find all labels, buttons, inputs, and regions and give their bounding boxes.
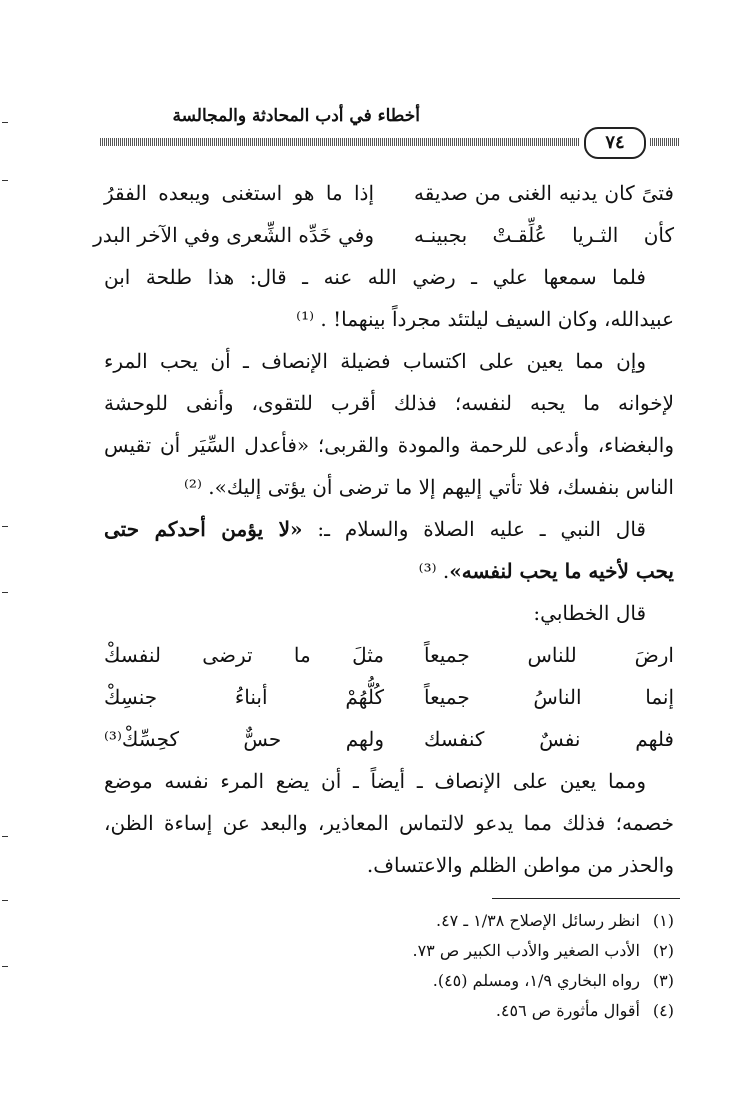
paragraph-line: عبيدالله، وكان السيف ليلتئد مجرداً بينهما! . ⁽¹⁾ bbox=[296, 307, 674, 331]
footnote bbox=[104, 996, 674, 1026]
hemistich-first: إنما الناسُ جميعاً bbox=[424, 685, 674, 709]
text-run: قال النبي ـ عليه الصلاة والسلام ـ: bbox=[302, 517, 646, 541]
hadith-quote: يحب لأخيه ما يحب لنفسه» bbox=[449, 559, 674, 583]
footnote-number: (٤) bbox=[652, 1001, 674, 1020]
margin-mark bbox=[2, 966, 8, 967]
paragraph-line: قال الخطابي: bbox=[533, 601, 646, 625]
text-run: . ⁽³⁾ bbox=[418, 559, 450, 583]
footnote-text: أقوال مأثورة ص ٤٥٦. bbox=[495, 1001, 640, 1020]
paragraph-line: والبغضاء، وأدعى للرحمة والمودة والقربى؛ «فأعدل السِّيَر أن تقيس bbox=[104, 433, 674, 457]
footnote-number: (١) bbox=[652, 911, 674, 930]
paragraph-line bbox=[104, 550, 674, 592]
footnote-number: (٣) bbox=[652, 971, 674, 990]
footnote-rule bbox=[492, 898, 680, 899]
footnotes bbox=[104, 906, 674, 1026]
margin-mark bbox=[2, 526, 8, 527]
verse-line bbox=[104, 172, 674, 214]
hemistich-second: كُلُّهُمْ أبناءُ جنسِكْ bbox=[104, 685, 384, 709]
paragraph-line: فلما سمعها علي ـ رضي الله عنه ـ قال: هذا طلحة ابن bbox=[104, 265, 646, 289]
page-number: ٧٤ bbox=[584, 127, 646, 159]
body-text bbox=[93, 172, 674, 886]
paragraph-line: الناس بنفسك، فلا تأتي إليهم إلا ما ترضى أن يؤتى إليك». ⁽²⁾ bbox=[183, 475, 674, 499]
margin-mark bbox=[2, 180, 8, 181]
footnote-text: رواه البخاري ١/٩، ومسلم (٤٥). bbox=[432, 971, 640, 990]
page-header bbox=[100, 100, 680, 160]
margin-mark bbox=[2, 592, 8, 593]
margin-mark bbox=[2, 122, 8, 123]
paragraph-line: لإخوانه ما يحبه لنفسه؛ فذلك أقرب للتقوى، وأنفى للوحشة bbox=[104, 391, 674, 415]
hadith-quote: «لا يؤمن أحدكم حتى bbox=[104, 517, 303, 541]
hemistich-second: ولهم حسٌّ كحِسِّكْ⁽³⁾ bbox=[104, 727, 384, 751]
margin-mark bbox=[2, 836, 8, 837]
margin-mark bbox=[2, 900, 8, 901]
hemistich-first: كأن الثـريا عُلِّقـتْ بجبينـه bbox=[414, 223, 674, 247]
paragraph-line: وإن مما يعين على اكتساب فضيلة الإنصاف ـ أن يحب المرء bbox=[104, 349, 646, 373]
running-title: أخطاء في أدب المحادثة والمجالسة bbox=[172, 106, 420, 126]
hemistich-second: مثلَ ما ترضى لنفسكْ bbox=[104, 643, 384, 667]
footnote-text: الأدب الصغير والأدب الكبير ص ٧٣. bbox=[412, 941, 640, 960]
paragraph-line: خصمه؛ فذلك مما يدعو لالتماس المعاذير، والبعد عن إساءة الظن، bbox=[104, 811, 674, 835]
hemistich-second: وفي خَدِّه الشِّعرى وفي الآخر البدر bbox=[93, 223, 374, 247]
verse-line bbox=[104, 634, 674, 676]
footnote-text: انظر رسائل الإصلاح ١/٣٨ ـ ٤٧. bbox=[435, 911, 640, 930]
footnote bbox=[104, 966, 674, 996]
header-rule bbox=[650, 138, 680, 146]
paragraph-line: ومما يعين على الإنصاف ـ أيضاً ـ أن يضع المرء نفسه موضع bbox=[104, 769, 646, 793]
hemistich-first: فتىً كان يدنيه الغنى من صديقه bbox=[414, 181, 674, 205]
footnote bbox=[104, 936, 674, 966]
footnote-number: (٢) bbox=[652, 941, 674, 960]
hemistich-first: فلهم نفسٌ كنفسك bbox=[424, 727, 674, 751]
verse-line bbox=[93, 214, 674, 256]
paragraph-line bbox=[104, 508, 674, 550]
paragraph-line: والحذر من مواطن الظلم والاعتساف. bbox=[366, 853, 674, 877]
verse-line bbox=[104, 676, 674, 718]
verse-line bbox=[104, 718, 674, 760]
header-rule bbox=[100, 138, 580, 146]
hemistich-first: ارضَ للناس جميعاً bbox=[424, 643, 674, 667]
book-page bbox=[93, 100, 680, 1060]
hemistich-second: إذا ما هو استغنى ويبعده الفقرُ bbox=[104, 181, 374, 205]
footnote bbox=[104, 906, 674, 936]
